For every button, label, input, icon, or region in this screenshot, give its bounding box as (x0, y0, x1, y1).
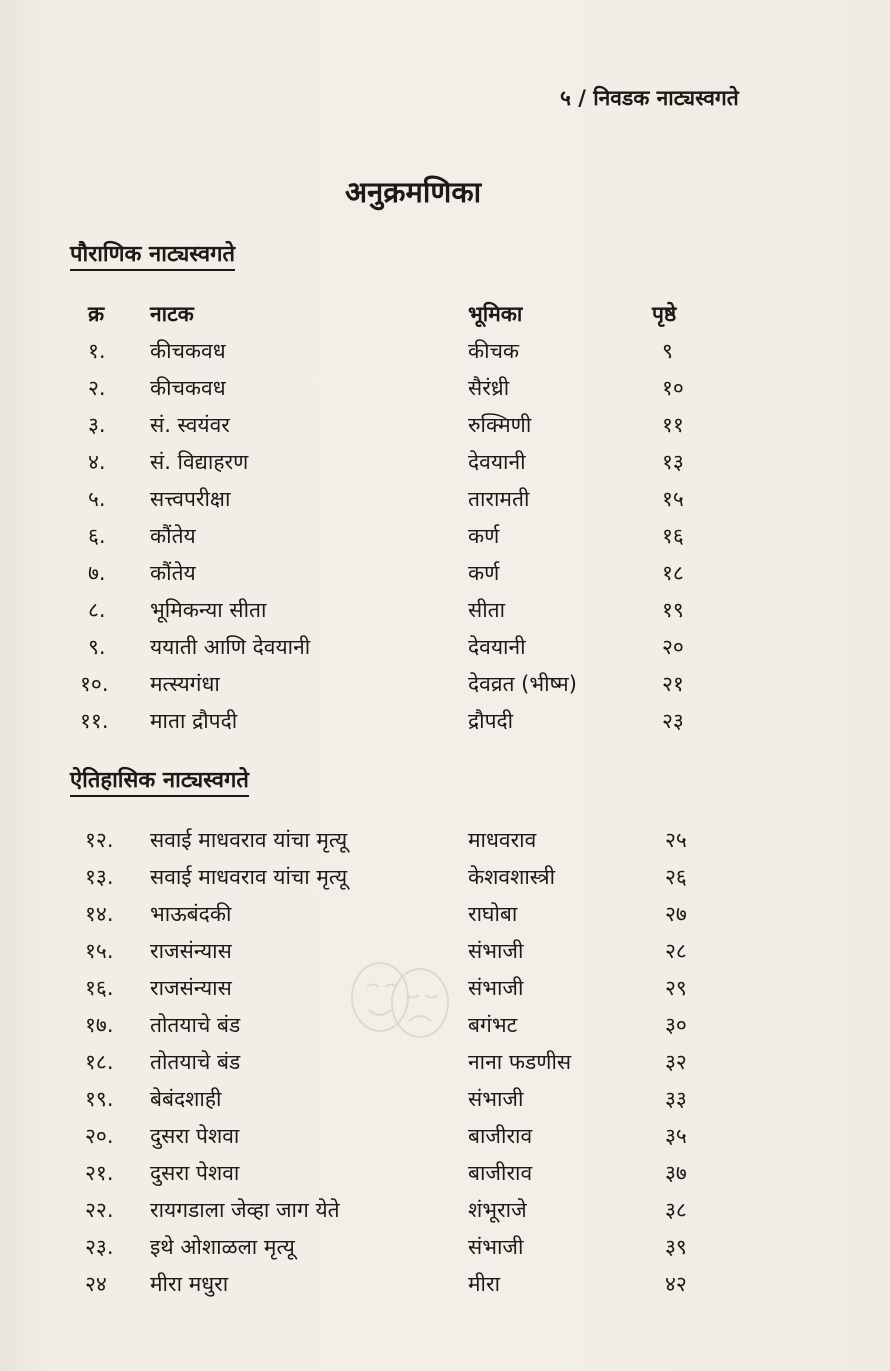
entry-role: संभाजी (468, 976, 524, 1000)
entry-play: सवाई माधवराव यांचा मृत्यू (150, 865, 348, 889)
toc-row (0, 522, 890, 558)
toc-row (0, 1159, 890, 1195)
toc-row (0, 448, 890, 484)
entry-page: २८ (665, 939, 687, 963)
entry-number: ५. (88, 487, 106, 511)
entry-play: मत्स्यगंधा (150, 672, 220, 696)
entry-role: संभाजी (468, 1235, 524, 1259)
toc-row (0, 937, 890, 973)
running-header: ५ / निवडक नाट्यस्वगते (560, 86, 739, 110)
entry-page: ३२ (665, 1050, 687, 1074)
toc-row (0, 900, 890, 936)
toc-row (0, 411, 890, 447)
toc-row (0, 974, 890, 1010)
entry-play: दुसरा पेशवा (150, 1161, 240, 1185)
entry-number: १६. (85, 976, 114, 1000)
entry-number: ३. (88, 413, 106, 437)
entry-play: कौंतेय (150, 561, 196, 585)
entry-page: ३८ (665, 1198, 687, 1222)
entry-role: रुक्मिणी (468, 413, 532, 437)
entry-play: मीरा मधुरा (150, 1272, 229, 1296)
entry-role: देवव्रत (भीष्म) (468, 672, 577, 696)
entry-play: सवाई माधवराव यांचा मृत्यू (150, 828, 348, 852)
entry-page: १५ (662, 487, 684, 511)
entry-role: तारामती (468, 487, 530, 511)
entry-play: इथे ओशाळला मृत्यू (150, 1235, 295, 1259)
entry-page: ११ (662, 413, 684, 437)
toc-row (0, 826, 890, 862)
entry-number: १४. (85, 902, 114, 926)
entry-number: २०. (85, 1124, 114, 1148)
entry-play: बेबंदशाही (150, 1087, 222, 1111)
entry-role: कीचक (468, 339, 520, 363)
entry-number: १९. (85, 1087, 114, 1111)
entry-number: १२. (85, 828, 114, 852)
entry-number: १३. (85, 865, 114, 889)
toc-row (0, 1196, 890, 1232)
entry-number: ७. (88, 561, 106, 585)
entry-role: संभाजी (468, 1087, 524, 1111)
entry-number: २१. (85, 1161, 114, 1185)
toc-row (0, 596, 890, 632)
entry-page: २१ (662, 672, 684, 696)
entry-role: बाजीराव (468, 1161, 533, 1185)
entry-role: बगंभट (468, 1013, 518, 1037)
entry-role: केशवशास्त्री (468, 865, 556, 889)
entry-play: तोतयाचे बंड (150, 1050, 241, 1074)
entry-play: माता द्रौपदी (150, 709, 238, 733)
entry-number: ९. (88, 635, 106, 659)
entry-play: ययाती आणि देवयानी (150, 635, 311, 659)
column-header-role: भूमिका (468, 302, 523, 326)
entry-number: १७. (85, 1013, 114, 1037)
entry-play: भूमिकन्या सीता (150, 598, 267, 622)
entry-number: ११. (80, 709, 109, 733)
entry-role: द्रौपदी (468, 709, 514, 733)
toc-row (0, 1122, 890, 1158)
entry-role: माधवराव (468, 828, 537, 852)
entry-role: नाना फडणीस (468, 1050, 572, 1074)
entry-page: २० (662, 635, 684, 659)
entry-play: तोतयाचे बंड (150, 1013, 241, 1037)
toc-row (0, 374, 890, 410)
entry-role: सैरंध्री (468, 376, 510, 400)
toc-row (0, 633, 890, 669)
section-title-historical: ऐतिहासिक नाट्यस्वगते (70, 764, 249, 797)
toc-row (0, 707, 890, 743)
entry-play: कीचकवध (150, 376, 226, 400)
entry-page: ३० (665, 1013, 687, 1037)
toc-row (0, 559, 890, 595)
entry-play: भाऊबंदकी (150, 902, 232, 926)
entry-page: १३ (662, 450, 684, 474)
entry-play: सं. स्वयंवर (150, 413, 230, 437)
entry-number: ६. (88, 524, 106, 548)
toc-row (0, 1233, 890, 1269)
entry-page: ३५ (665, 1124, 687, 1148)
section-title-mythological: पौराणिक नाट्यस्वगते (70, 238, 235, 271)
toc-row (0, 1048, 890, 1084)
entry-page: ३३ (665, 1087, 687, 1111)
entry-role: मीरा (468, 1272, 501, 1296)
entry-page: ३७ (665, 1161, 687, 1185)
column-header-page: पृष्ठे (652, 302, 677, 326)
entry-play: राजसंन्यास (150, 939, 232, 963)
column-header-number: क्र (88, 302, 105, 326)
entry-role: देवयानी (468, 635, 526, 659)
toc-row (0, 337, 890, 373)
entry-page: २९ (665, 976, 687, 1000)
entry-page: १६ (662, 524, 684, 548)
entry-play: सं. विद्याहरण (150, 450, 249, 474)
toc-row (0, 863, 890, 899)
entry-number: २३. (85, 1235, 114, 1259)
entry-number: १. (88, 339, 106, 363)
entry-number: १८. (85, 1050, 114, 1074)
column-header-play: नाटक (150, 302, 194, 326)
entry-number: २२. (85, 1198, 114, 1222)
entry-page: १८ (662, 561, 684, 585)
entry-role: कर्ण (468, 524, 500, 548)
entry-page: १० (662, 376, 684, 400)
toc-row (0, 1011, 890, 1047)
entry-play: राजसंन्यास (150, 976, 232, 1000)
entry-number: ४. (88, 450, 106, 474)
entry-page: २७ (665, 902, 687, 926)
toc-row (0, 485, 890, 521)
entry-role: बाजीराव (468, 1124, 533, 1148)
entry-role: राघोबा (468, 902, 518, 926)
entry-role: कर्ण (468, 561, 500, 585)
entry-page: २६ (665, 865, 687, 889)
entry-page: ९ (662, 339, 673, 363)
entry-number: २४ (85, 1272, 107, 1296)
entry-role: शंभूराजे (468, 1198, 527, 1222)
entry-play: सत्त्वपरीक्षा (150, 487, 231, 511)
entry-number: १५. (85, 939, 114, 963)
entry-role: देवयानी (468, 450, 526, 474)
entry-play: दुसरा पेशवा (150, 1124, 240, 1148)
entry-page: ४२ (665, 1272, 687, 1296)
entry-role: सीता (468, 598, 506, 622)
toc-row (0, 670, 890, 706)
entry-number: ८. (88, 598, 106, 622)
entry-page: १९ (662, 598, 684, 622)
entry-page: २३ (662, 709, 684, 733)
entry-play: रायगडाला जेव्हा जाग येते (150, 1198, 340, 1222)
entry-play: कीचकवध (150, 339, 226, 363)
entry-page: २५ (665, 828, 687, 852)
page-title: अनुक्रमणिका (345, 175, 482, 209)
toc-row (0, 1085, 890, 1121)
entry-role: संभाजी (468, 939, 524, 963)
entry-number: २. (88, 376, 106, 400)
entry-number: १०. (80, 672, 109, 696)
entry-play: कौंतेय (150, 524, 196, 548)
entry-page: ३९ (665, 1235, 687, 1259)
toc-row (0, 1270, 890, 1306)
